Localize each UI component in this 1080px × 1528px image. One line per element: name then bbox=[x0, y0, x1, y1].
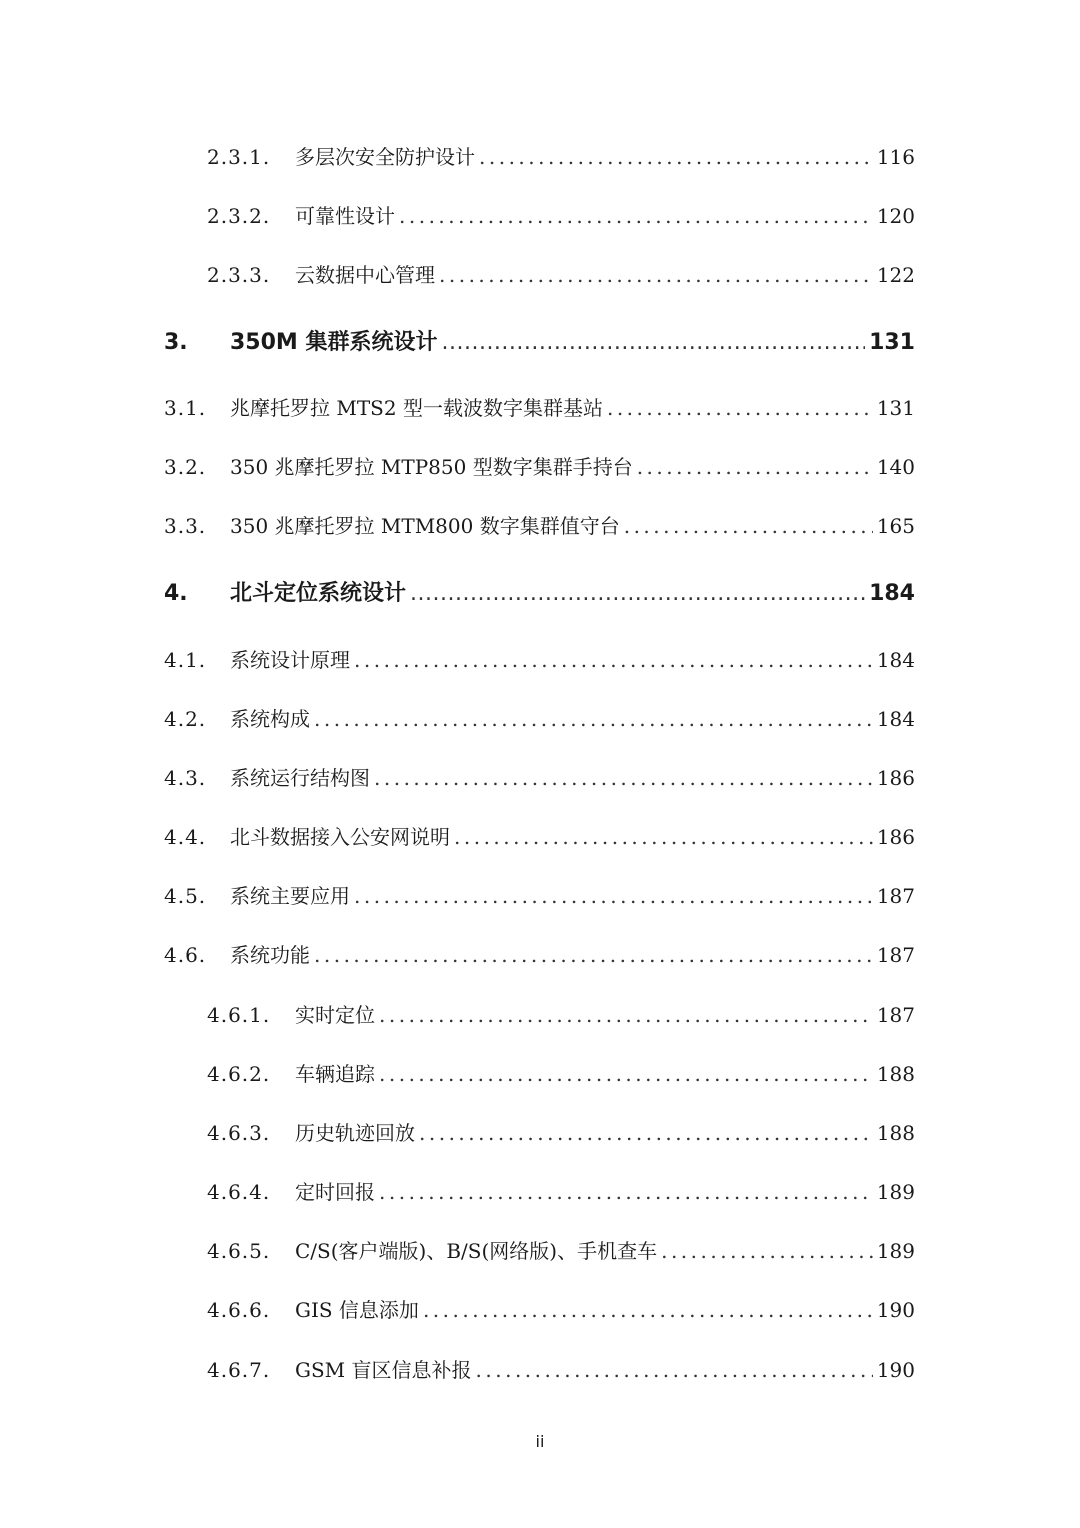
toc-entry[interactable] bbox=[207, 259, 915, 288]
toc-leader bbox=[441, 330, 865, 355]
toc-title: 系统运行结构图 bbox=[230, 766, 370, 790]
toc-leader bbox=[379, 1062, 873, 1086]
toc-leader bbox=[379, 1180, 873, 1204]
toc-title: 定时回报 bbox=[295, 1180, 375, 1204]
toc-leader bbox=[439, 263, 873, 287]
toc-page: 189 bbox=[876, 1239, 915, 1263]
toc-title: GSM 盲区信息补报 bbox=[295, 1358, 472, 1382]
toc-number: 4.6.7. bbox=[207, 1358, 271, 1382]
toc-number: 4.6.1. bbox=[207, 1003, 271, 1027]
toc-leader bbox=[354, 884, 873, 908]
toc-title: 北斗数据接入公安网说明 bbox=[230, 825, 450, 849]
toc-entry[interactable] bbox=[207, 999, 915, 1028]
toc-entry[interactable] bbox=[164, 762, 915, 791]
toc-title: 兆摩托罗拉 MTS2 型一载波数字集群基站 bbox=[230, 396, 603, 420]
toc-page: 189 bbox=[876, 1180, 915, 1204]
toc-page: 187 bbox=[876, 1003, 915, 1027]
toc-leader bbox=[476, 1358, 873, 1382]
toc-leader bbox=[354, 648, 873, 672]
toc-leader bbox=[379, 1003, 873, 1027]
toc-entry[interactable] bbox=[207, 1176, 915, 1205]
toc-page: 122 bbox=[876, 263, 915, 287]
toc-page: 190 bbox=[876, 1298, 915, 1322]
toc-title: 云数据中心管理 bbox=[295, 263, 435, 287]
toc-entry[interactable] bbox=[207, 1235, 915, 1264]
toc-chapter-entry[interactable] bbox=[164, 325, 915, 356]
toc-entry[interactable] bbox=[164, 939, 915, 968]
toc-entry[interactable] bbox=[164, 451, 915, 480]
toc-number: 3.2. bbox=[164, 455, 207, 479]
toc-leader bbox=[479, 145, 873, 169]
toc-number: 3. bbox=[164, 330, 188, 355]
toc-title: C/S(客户端版)、B/S(网络版)、手机查车 bbox=[295, 1239, 658, 1263]
toc-number: 4.6.2. bbox=[207, 1062, 271, 1086]
toc-page: 184 bbox=[876, 707, 915, 731]
toc-title: 实时定位 bbox=[295, 1003, 375, 1027]
toc-number: 2.3.1. bbox=[207, 145, 271, 169]
toc-chapter-entry[interactable] bbox=[164, 576, 915, 607]
toc-entry[interactable] bbox=[164, 703, 915, 732]
toc-number: 3.1. bbox=[164, 396, 207, 420]
toc-title: 350 兆摩托罗拉 MTP850 型数字集群手持台 bbox=[230, 455, 633, 479]
toc-number: 2.3.2. bbox=[207, 204, 271, 228]
toc-entry[interactable] bbox=[207, 141, 915, 170]
toc-page: 131 bbox=[876, 396, 915, 420]
toc-number: 4.3. bbox=[164, 766, 207, 790]
toc-entry[interactable] bbox=[164, 880, 915, 909]
toc-title: 北斗定位系统设计 bbox=[230, 581, 407, 606]
toc-title: GIS 信息添加 bbox=[295, 1298, 419, 1322]
page-number-footer: ii bbox=[535, 1432, 545, 1451]
toc-title: 系统主要应用 bbox=[230, 884, 350, 908]
toc-page: 140 bbox=[876, 455, 915, 479]
toc-leader bbox=[410, 581, 865, 606]
toc-number: 4.6.3. bbox=[207, 1121, 271, 1145]
toc-title: 系统设计原理 bbox=[230, 648, 350, 672]
toc-number: 4.2. bbox=[164, 707, 207, 731]
toc-leader bbox=[314, 707, 873, 731]
toc-title: 系统功能 bbox=[230, 943, 310, 967]
toc-entry[interactable] bbox=[207, 1058, 915, 1087]
toc-page: 188 bbox=[876, 1121, 915, 1145]
toc-page: 186 bbox=[876, 825, 915, 849]
toc-entry[interactable] bbox=[164, 510, 915, 539]
toc-entry[interactable] bbox=[207, 1294, 915, 1323]
toc-number: 4.1. bbox=[164, 648, 207, 672]
toc-title: 可靠性设计 bbox=[295, 204, 395, 228]
toc-leader bbox=[314, 943, 873, 967]
toc-page: 184 bbox=[869, 581, 915, 606]
toc-entry[interactable] bbox=[207, 1117, 915, 1146]
toc-page: 131 bbox=[869, 330, 915, 355]
toc-title: 多层次安全防护设计 bbox=[295, 145, 475, 169]
toc-page: 190 bbox=[876, 1358, 915, 1382]
toc-number: 4.4. bbox=[164, 825, 207, 849]
toc-page: 187 bbox=[876, 943, 915, 967]
toc-title: 系统构成 bbox=[230, 707, 310, 731]
toc-number: 4.5. bbox=[164, 884, 207, 908]
toc-title: 350 兆摩托罗拉 MTM800 数字集群值守台 bbox=[230, 514, 620, 538]
toc-page: 184 bbox=[876, 648, 915, 672]
toc-number: 4.6. bbox=[164, 943, 207, 967]
toc-leader bbox=[607, 396, 873, 420]
toc-leader bbox=[419, 1121, 873, 1145]
toc-leader bbox=[399, 204, 873, 228]
toc-title: 车辆追踪 bbox=[295, 1062, 375, 1086]
toc-page: 120 bbox=[876, 204, 915, 228]
toc-leader bbox=[661, 1239, 873, 1263]
toc-number: 3.3. bbox=[164, 514, 207, 538]
toc-entry[interactable] bbox=[207, 200, 915, 229]
toc-number: 2.3.3. bbox=[207, 263, 271, 287]
toc-title: 350M 集群系统设计 bbox=[230, 330, 438, 355]
toc-number: 4.6.5. bbox=[207, 1239, 271, 1263]
toc-entry[interactable] bbox=[164, 644, 915, 673]
toc-entry[interactable] bbox=[164, 392, 915, 421]
toc-leader bbox=[454, 825, 873, 849]
toc-leader bbox=[374, 766, 873, 790]
toc-entry[interactable] bbox=[207, 1354, 915, 1383]
toc-page: 187 bbox=[876, 884, 915, 908]
toc-number: 4.6.6. bbox=[207, 1298, 271, 1322]
toc-leader bbox=[637, 455, 873, 479]
toc-number: 4. bbox=[164, 581, 188, 606]
toc-page: 188 bbox=[876, 1062, 915, 1086]
toc-title: 历史轨迹回放 bbox=[295, 1121, 415, 1145]
toc-leader bbox=[423, 1298, 873, 1322]
toc-entry[interactable] bbox=[164, 821, 915, 850]
toc-number: 4.6.4. bbox=[207, 1180, 271, 1204]
toc-page: 116 bbox=[876, 145, 915, 169]
toc-page: 165 bbox=[876, 514, 915, 538]
toc-page: 186 bbox=[876, 766, 915, 790]
toc-leader bbox=[624, 514, 873, 538]
